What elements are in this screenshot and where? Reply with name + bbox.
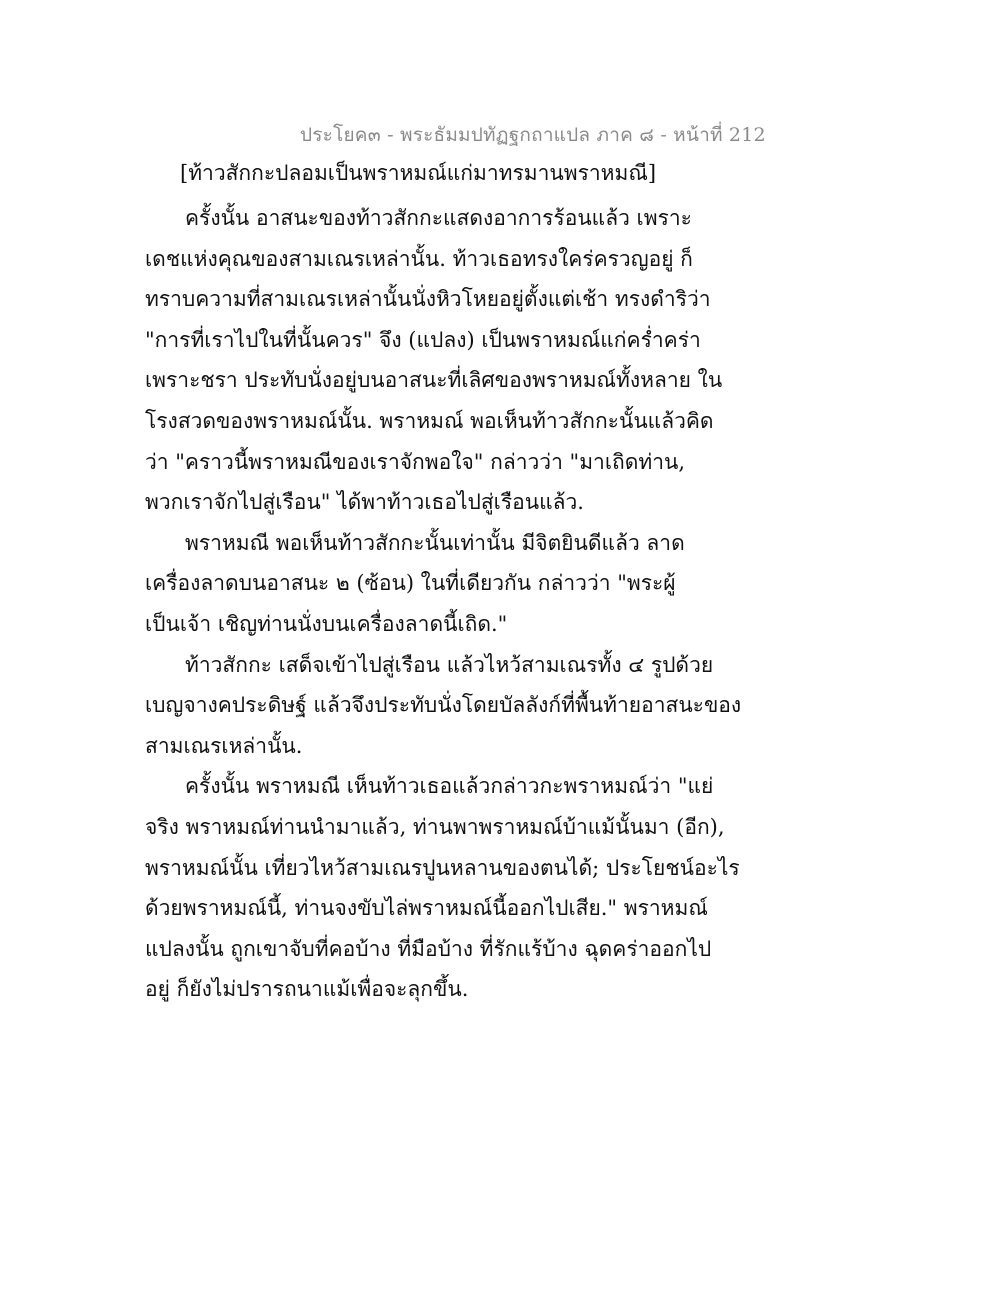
text-line: ทราบความที่สามเณรเหล่านั้นนั่งหิวโหยอยู่ตั้งแต่เช้า ทรงดำริว่า: [145, 287, 711, 312]
text-line: จริง พราหมณ์ท่านนำมาแล้ว, ท่านพาพราหมณ์บ้าแม้นั้นมา (อีก),: [145, 814, 725, 839]
text-line: "การที่เราไปในที่นั้นควร" จึง (แปลง) เป็นพราหมณ์แก่คร่ำคร่า: [145, 327, 701, 352]
paragraph-3: [145, 645, 742, 767]
text-line: อยู่ ก็ยังไม่ปรารถนาแม้เพื่อจะลุกขึ้น.: [145, 977, 469, 1002]
text-line: พราหมณ์นั้น เที่ยวไหว้สามเณรปูนหลานของตนได้; ประโยชน์อะไร: [145, 855, 740, 880]
paragraph-4: [145, 766, 740, 1010]
running-header: ประโยค๓ - พระธัมมปทัฏฐกถาแปล ภาค ๘ - หน้าที่ 212: [300, 124, 766, 146]
text-line: ท้าวสักกะ เสด็จเข้าไปสู่เรือน แล้วไหว้สามเณรทั้ง ๔ รูปด้วย: [185, 652, 714, 677]
text-line: เครื่องลาดบนอาสนะ ๒ (ซ้อน) ในที่เดียวกัน กล่าวว่า "พระผู้: [145, 571, 676, 596]
text-line: เป็นเจ้า เชิญท่านนั่งบนเครื่องลาดนี้เถิด.": [145, 611, 508, 636]
text-line: เพราะชรา ประทับนั่งอยู่บนอาสนะที่เลิศของพราหมณ์ทั้งหลาย ใน: [145, 368, 723, 393]
text-line: โรงสวดของพราหมณ์นั้น. พราหมณ์ พอเห็นท้าวสักกะนั้นแล้วคิด: [145, 408, 714, 433]
text-line: พวกเราจักไปสู่เรือน" ได้พาท้าวเธอไปสู่เรือนแล้ว.: [145, 490, 584, 515]
text-line: ด้วยพราหมณ์นี้, ท่านจงขับไล่พราหมณ์นี้ออกไปเสีย." พราหมณ์: [145, 896, 708, 921]
text-line: แปลงนั้น ถูกเขาจับที่คอบ้าง ที่มือบ้าง ที่รักแร้บ้าง ฉุดคร่าออกไป: [145, 936, 712, 961]
text-line: ครั้งนั้น อาสนะของท้าวสักกะแสดงอาการร้อนแล้ว เพราะ: [185, 206, 692, 230]
section-heading: [ท้าวสักกะปลอมเป็นพราหมณ์แก่มาทรมานพราหมณี]: [180, 161, 657, 185]
text-line: พราหมณี พอเห็นท้าวสักกะนั้นเท่านั้น มีจิตยินดีแล้ว ลาด: [185, 530, 685, 555]
text-line: สามเณรเหล่านั้น.: [145, 733, 303, 758]
text-line: เบญจางคประดิษฐ์ แล้วจึงประทับนั่งโดยบัลลังก์ที่พื้นท้ายอาสนะของ: [145, 693, 742, 718]
text-line: ว่า "คราวนี้พราหมณีของเราจักพอใจ" กล่าวว่า "มาเถิดท่าน,: [145, 449, 686, 474]
paragraph-1: [145, 198, 723, 523]
text-line: ครั้งนั้น พราหมณี เห็นท้าวเธอแล้วกล่าวกะพราหมณ์ว่า "แย่: [185, 774, 714, 799]
text-line: เดชแห่งคุณของสามเณรเหล่านั้น. ท้าวเธอทรงใคร่ครวญอยู่ ก็: [145, 246, 693, 271]
paragraph-2: [145, 523, 705, 645]
body-text: [145, 198, 742, 1010]
